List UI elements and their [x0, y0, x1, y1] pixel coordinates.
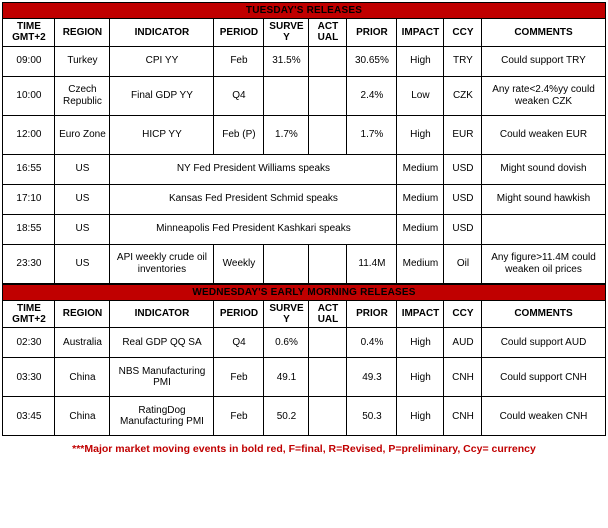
cell-ccy: TRY: [444, 46, 482, 76]
cell-prior: 50.3: [347, 397, 397, 436]
cell-impact: High: [397, 115, 444, 154]
column-header-actual: ACT UAL: [309, 300, 347, 327]
cell-region: US: [55, 154, 110, 184]
cell-prior: 1.7%: [347, 115, 397, 154]
cell-region: Euro Zone: [55, 115, 110, 154]
cell-comments: Could support CNH: [482, 358, 605, 397]
cell-comments: Might sound dovish: [482, 154, 605, 184]
column-header-region: REGION: [55, 300, 110, 327]
cell-impact: High: [397, 397, 444, 436]
cell-indicator: NY Fed President Williams speaks: [110, 154, 397, 184]
cell-indicator: Minneapolis Fed President Kashkari speaks: [110, 214, 397, 244]
tuesday-header-row: [3, 19, 605, 46]
cell-comments: Any rate<2.4%yy could weaken CZK: [482, 76, 605, 115]
column-header-time: TIME GMT+2: [3, 19, 55, 46]
cell-period: Feb: [214, 46, 264, 76]
column-header-indicator: INDICATOR: [110, 300, 214, 327]
table-row: [3, 397, 605, 436]
cell-survey: 31.5%: [264, 46, 309, 76]
cell-prior: 0.4%: [347, 328, 397, 358]
table-row: [3, 328, 605, 358]
tuesday-banner-label: TUESDAY'S RELEASES: [3, 3, 605, 19]
cell-comments: [482, 214, 605, 244]
column-header-ccy: CCY: [444, 300, 482, 327]
cell-actual: [309, 244, 347, 283]
cell-prior: 11.4M: [347, 244, 397, 283]
cell-survey: [264, 244, 309, 283]
cell-impact: Medium: [397, 184, 444, 214]
cell-ccy: USD: [444, 184, 482, 214]
cell-actual: [309, 46, 347, 76]
cell-time: 12:00: [3, 115, 55, 154]
cell-region: US: [55, 184, 110, 214]
column-header-comments: COMMENTS: [482, 19, 605, 46]
cell-actual: [309, 76, 347, 115]
cell-indicator: NBS Manufacturing PMI: [110, 358, 214, 397]
column-header-impact: IMPACT: [397, 300, 444, 327]
cell-comments: Could weaken CNH: [482, 397, 605, 436]
cell-survey: 1.7%: [264, 115, 309, 154]
cell-time: 03:30: [3, 358, 55, 397]
cell-ccy: Oil: [444, 244, 482, 283]
cell-indicator: CPI YY: [110, 46, 214, 76]
cell-comments: Might sound hawkish: [482, 184, 605, 214]
cell-indicator: Kansas Fed President Schmid speaks: [110, 184, 397, 214]
wednesday-banner-row: [3, 284, 605, 300]
cell-impact: High: [397, 358, 444, 397]
column-header-ccy: CCY: [444, 19, 482, 46]
cell-time: 23:30: [3, 244, 55, 283]
wednesday-header-row: [3, 300, 605, 327]
cell-actual: [309, 358, 347, 397]
cell-indicator: RatingDog Manufacturing PMI: [110, 397, 214, 436]
cell-impact: High: [397, 46, 444, 76]
cell-survey: 50.2: [264, 397, 309, 436]
cell-ccy: AUD: [444, 328, 482, 358]
table-row: [3, 244, 605, 283]
cell-actual: [309, 115, 347, 154]
cell-region: Czech Republic: [55, 76, 110, 115]
cell-prior: 30.65%: [347, 46, 397, 76]
column-header-impact: IMPACT: [397, 19, 444, 46]
table-row: [3, 115, 605, 154]
cell-time: 10:00: [3, 76, 55, 115]
column-header-actual: ACT UAL: [309, 19, 347, 46]
cell-comments: Could support AUD: [482, 328, 605, 358]
column-header-period: PERIOD: [214, 300, 264, 327]
column-header-prior: PRIOR: [347, 19, 397, 46]
cell-impact: High: [397, 328, 444, 358]
cell-time: 03:45: [3, 397, 55, 436]
cell-ccy: USD: [444, 154, 482, 184]
cell-indicator: API weekly crude oil inventories: [110, 244, 214, 283]
table-row: [3, 184, 605, 214]
column-header-indicator: INDICATOR: [110, 19, 214, 46]
cell-impact: Medium: [397, 244, 444, 283]
cell-time: 17:10: [3, 184, 55, 214]
cell-ccy: CZK: [444, 76, 482, 115]
column-header-region: REGION: [55, 19, 110, 46]
cell-period: Q4: [214, 76, 264, 115]
wednesday-banner-label: WEDNESDAY'S EARLY MORNING RELEASES: [3, 284, 605, 300]
cell-actual: [309, 397, 347, 436]
wednesday-releases-table: [2, 284, 605, 437]
cell-time: 02:30: [3, 328, 55, 358]
cell-impact: Low: [397, 76, 444, 115]
cell-region: Turkey: [55, 46, 110, 76]
column-header-time: TIME GMT+2: [3, 300, 55, 327]
cell-ccy: CNH: [444, 358, 482, 397]
tuesday-releases-table: [2, 2, 605, 284]
column-header-period: PERIOD: [214, 19, 264, 46]
legend-footnote: ***Major market moving events in bold red, F=final, R=Revised, P=preliminary, Ccy= currency: [72, 443, 536, 456]
cell-prior: 49.3: [347, 358, 397, 397]
cell-survey: 49.1: [264, 358, 309, 397]
cell-ccy: USD: [444, 214, 482, 244]
cell-indicator: Real GDP QQ SA: [110, 328, 214, 358]
column-header-survey: SURVE Y: [264, 300, 309, 327]
table-row: [3, 46, 605, 76]
tuesday-banner-row: [3, 3, 605, 19]
cell-impact: Medium: [397, 214, 444, 244]
cell-survey: [264, 76, 309, 115]
cell-region: Australia: [55, 328, 110, 358]
column-header-prior: PRIOR: [347, 300, 397, 327]
column-header-comments: COMMENTS: [482, 300, 605, 327]
table-row: [3, 154, 605, 184]
cell-time: 16:55: [3, 154, 55, 184]
column-header-survey: SURVE Y: [264, 19, 309, 46]
cell-region: US: [55, 244, 110, 283]
cell-comments: Could weaken EUR: [482, 115, 605, 154]
cell-prior: 2.4%: [347, 76, 397, 115]
economic-calendar: [1, 0, 607, 455]
table-row: [3, 358, 605, 397]
table-row: [3, 214, 605, 244]
cell-actual: [309, 328, 347, 358]
cell-region: China: [55, 358, 110, 397]
cell-period: Feb: [214, 358, 264, 397]
cell-region: China: [55, 397, 110, 436]
cell-comments: Any figure>11.4M could weaken oil prices: [482, 244, 605, 283]
cell-survey: 0.6%: [264, 328, 309, 358]
cell-ccy: CNH: [444, 397, 482, 436]
cell-indicator: HICP YY: [110, 115, 214, 154]
cell-period: Weekly: [214, 244, 264, 283]
cell-time: 09:00: [3, 46, 55, 76]
cell-ccy: EUR: [444, 115, 482, 154]
cell-region: US: [55, 214, 110, 244]
cell-impact: Medium: [397, 154, 444, 184]
cell-comments: Could support TRY: [482, 46, 605, 76]
cell-period: Feb (P): [214, 115, 264, 154]
table-row: [3, 76, 605, 115]
cell-time: 18:55: [3, 214, 55, 244]
cell-period: Feb: [214, 397, 264, 436]
cell-period: Q4: [214, 328, 264, 358]
cell-indicator: Final GDP YY: [110, 76, 214, 115]
